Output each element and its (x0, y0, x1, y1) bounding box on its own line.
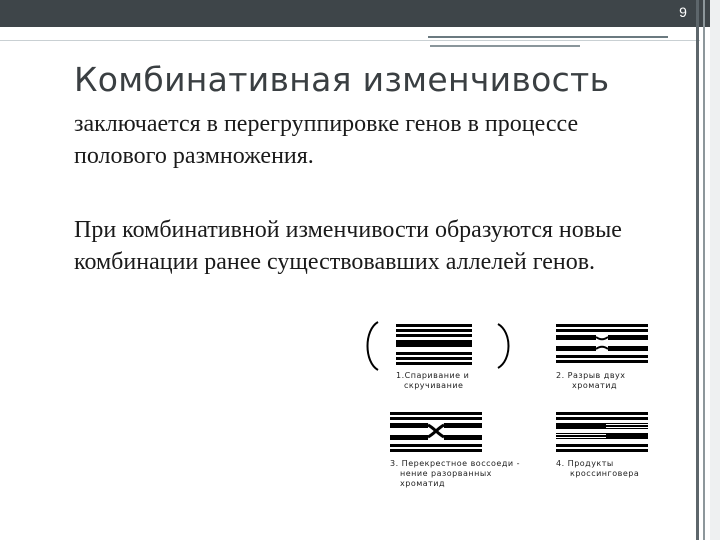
caption-4-line-2: кроссинговера (570, 469, 640, 478)
caption-3-line-1: 3. Перекрестное воссоеди - (390, 459, 520, 468)
caption-3-line-2: нение разорванных (400, 469, 492, 478)
panel-2-break (556, 324, 648, 390)
crossing-over-figure (360, 316, 660, 500)
caption-4-line-1: 4. Продукты (556, 459, 614, 468)
decorative-line (430, 45, 580, 47)
decorative-line (428, 36, 668, 38)
paragraph-explanation: При комбинативной изменчивости образуются новые комбинации ранее существовавших аллелей генов. (74, 217, 622, 275)
panel-3-reunion (390, 412, 520, 488)
caption-3-line-3: хроматид (400, 479, 446, 488)
decorative-line (0, 40, 700, 41)
slide-title: Комбинативная изменчивость (74, 60, 610, 99)
panel-1-pairing (368, 322, 509, 390)
page-number: 9 (679, 4, 687, 20)
decorative-bar (703, 0, 705, 540)
caption-1-line-1: 1.Спаривание и (396, 371, 470, 380)
decorative-bar (696, 0, 699, 540)
panel-4-products (556, 412, 648, 478)
caption-2-line-2: хроматид (572, 381, 618, 390)
paragraph-definition: заключается в перегруппировке генов в процессе полового размножения. (74, 111, 579, 169)
caption-2-line-1: 2. Разрыв двух (556, 371, 626, 380)
header-band (0, 0, 720, 27)
caption-1-line-2: скручивание (404, 381, 464, 390)
decorative-bar (710, 0, 720, 540)
